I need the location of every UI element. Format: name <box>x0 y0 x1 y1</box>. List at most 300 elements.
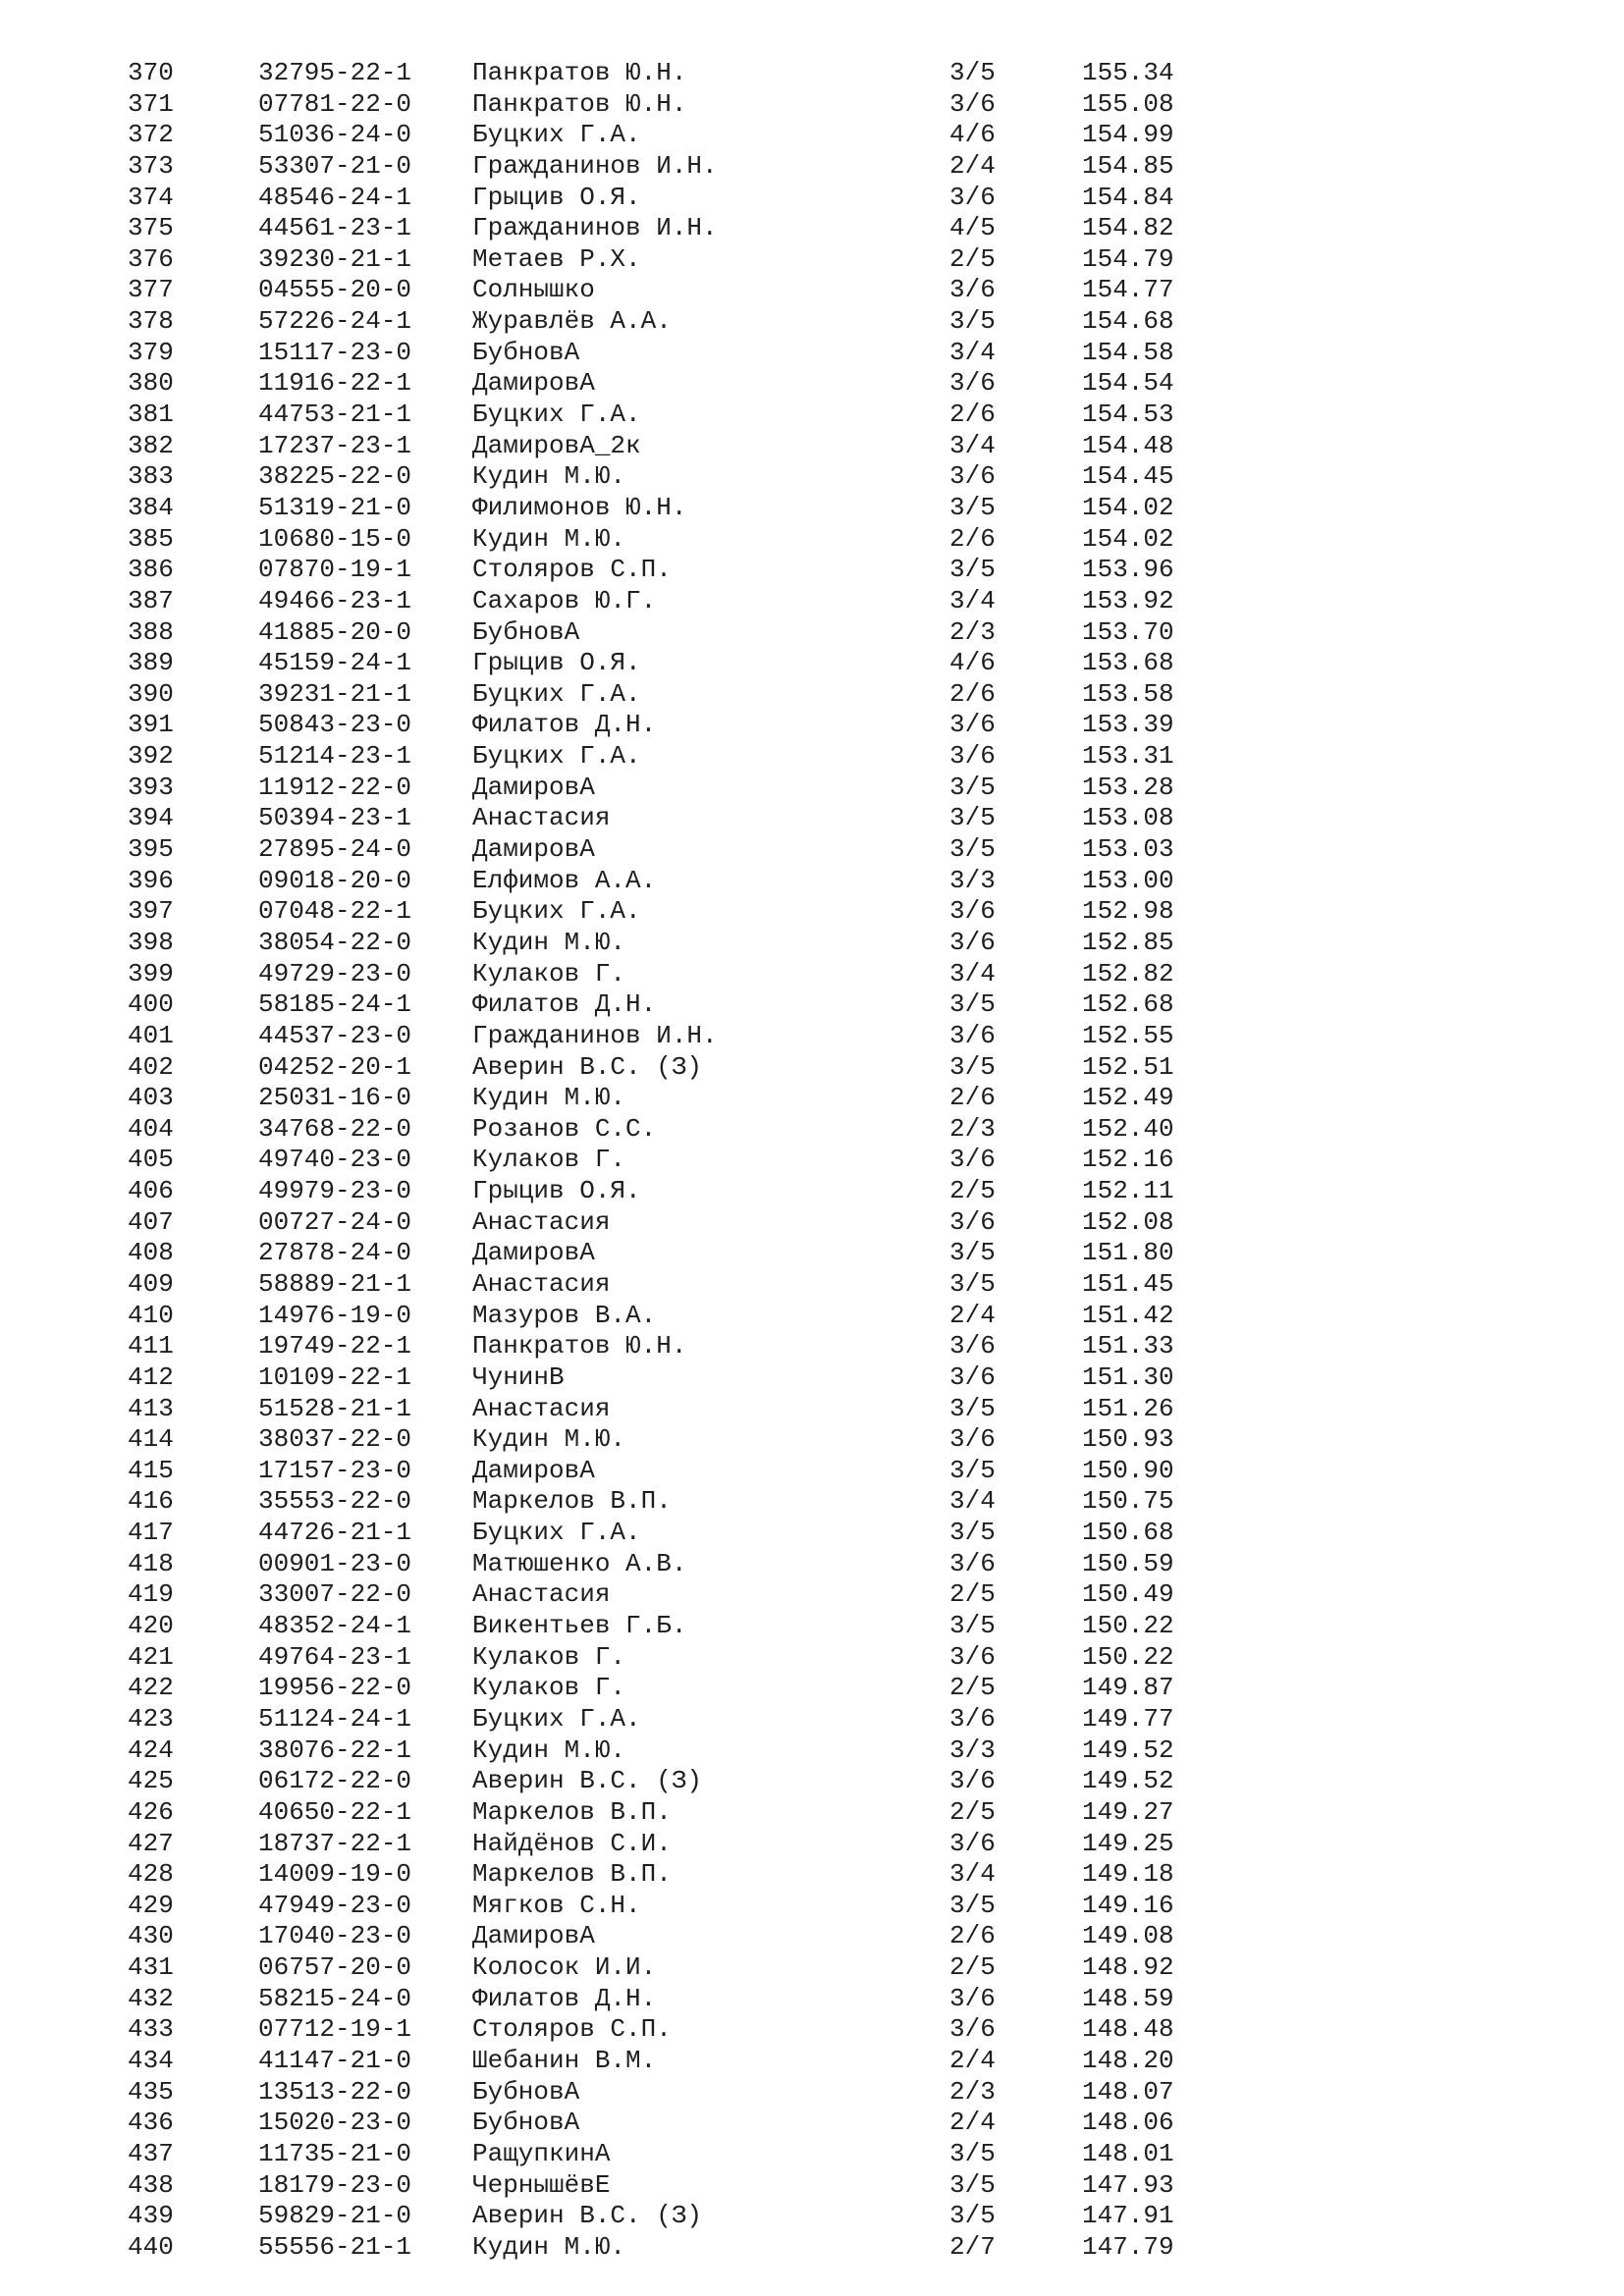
code-cell: 59829-21-0 <box>258 2201 412 2231</box>
code-cell: 14009-19-0 <box>258 1859 412 1890</box>
list-row <box>0 400 1624 431</box>
ratio-cell: 3/5 <box>949 2138 996 2168</box>
rank-cell: 412 <box>128 1362 174 1392</box>
rank-cell: 417 <box>128 1518 174 1548</box>
list-row <box>0 1114 1624 1146</box>
author-cell: Буцких Г.А. <box>472 1518 641 1548</box>
ratio-cell: 3/4 <box>949 337 996 367</box>
list-row <box>0 120 1624 151</box>
author-cell: Панкратов Ю.Н. <box>472 88 687 119</box>
list-row <box>0 617 1624 649</box>
author-cell: Панкратов Ю.Н. <box>472 58 687 87</box>
ratio-cell: 3/6 <box>949 1424 996 1455</box>
code-cell: 25031-16-0 <box>258 1083 412 1113</box>
rank-cell: 371 <box>128 88 174 119</box>
rank-cell: 425 <box>128 1766 174 1796</box>
score-cell: 151.33 <box>1082 1331 1174 1362</box>
code-cell: 38076-22-1 <box>258 1735 412 1765</box>
score-cell: 152.98 <box>1082 896 1174 927</box>
author-cell: ДамировА_2к <box>472 430 641 460</box>
rank-cell: 405 <box>128 1145 174 1175</box>
code-cell: 06757-20-0 <box>258 1952 412 1983</box>
list-row <box>0 1486 1624 1518</box>
list-row <box>0 2170 1624 2202</box>
rank-cell: 427 <box>128 1828 174 1858</box>
author-cell: ДамировА <box>472 1455 595 1485</box>
list-row <box>0 773 1624 804</box>
code-cell: 19749-22-1 <box>258 1331 412 1362</box>
list-row <box>0 213 1624 244</box>
score-cell: 152.82 <box>1082 958 1174 988</box>
ratio-cell: 2/3 <box>949 2076 996 2107</box>
author-cell: Столяров С.П. <box>472 555 672 585</box>
score-cell: 150.49 <box>1082 1579 1174 1610</box>
rank-cell: 375 <box>128 213 174 243</box>
list-row <box>0 1921 1624 1952</box>
ratio-cell: 3/6 <box>949 896 996 927</box>
rank-cell: 379 <box>128 337 174 367</box>
ratio-cell: 2/6 <box>949 1083 996 1113</box>
author-cell: ЧунинВ <box>472 1362 565 1392</box>
code-cell: 49729-23-0 <box>258 958 412 988</box>
author-cell: БубновА <box>472 2076 580 2107</box>
score-cell: 151.45 <box>1082 1268 1174 1299</box>
list-row <box>0 648 1624 679</box>
score-cell: 149.08 <box>1082 1921 1174 1951</box>
rank-cell: 436 <box>128 2108 174 2138</box>
list-row <box>0 1301 1624 1332</box>
rank-cell: 392 <box>128 741 174 772</box>
score-cell: 149.25 <box>1082 1828 1174 1858</box>
ratio-cell: 3/6 <box>949 710 996 740</box>
ratio-cell: 2/4 <box>949 2108 996 2138</box>
ratio-cell: 2/5 <box>949 1579 996 1610</box>
ratio-cell: 2/5 <box>949 1796 996 1827</box>
code-cell: 53307-21-0 <box>258 150 412 181</box>
rank-cell: 430 <box>128 1921 174 1951</box>
list-row <box>0 2046 1624 2077</box>
author-cell: Елфимов А.А. <box>472 865 657 895</box>
code-cell: 13513-22-0 <box>258 2076 412 2107</box>
score-cell: 153.08 <box>1082 803 1174 833</box>
ratio-cell: 2/4 <box>949 1300 996 1330</box>
rank-cell: 370 <box>128 58 174 87</box>
score-cell: 147.91 <box>1082 2201 1174 2231</box>
code-cell: 45159-24-1 <box>258 648 412 678</box>
ratio-cell: 2/6 <box>949 400 996 430</box>
rank-cell: 413 <box>128 1393 174 1423</box>
ratio-cell: 2/6 <box>949 1921 996 1951</box>
ratio-cell: 3/5 <box>949 989 996 1020</box>
score-cell: 152.68 <box>1082 989 1174 1020</box>
rank-cell: 408 <box>128 1238 174 1268</box>
list-row <box>0 1021 1624 1052</box>
code-cell: 50394-23-1 <box>258 803 412 833</box>
author-cell: БубновА <box>472 2108 580 2138</box>
author-cell: Мягков С.Н. <box>472 1890 641 1920</box>
score-cell: 154.54 <box>1082 368 1174 399</box>
code-cell: 58889-21-1 <box>258 1268 412 1299</box>
code-cell: 48352-24-1 <box>258 1611 412 1641</box>
score-cell: 150.22 <box>1082 1611 1174 1641</box>
ratio-cell: 3/6 <box>949 1020 996 1050</box>
rank-cell: 440 <box>128 2231 174 2262</box>
ratio-cell: 3/6 <box>949 1331 996 1362</box>
code-cell: 19956-22-0 <box>258 1673 412 1703</box>
code-cell: 55556-21-1 <box>258 2231 412 2262</box>
score-cell: 148.07 <box>1082 2076 1174 2107</box>
code-cell: 44726-21-1 <box>258 1518 412 1548</box>
ratio-cell: 3/4 <box>949 585 996 615</box>
rank-cell: 393 <box>128 772 174 802</box>
author-cell: Маркелов В.П. <box>472 1859 672 1890</box>
score-cell: 154.85 <box>1082 150 1174 181</box>
code-cell: 49979-23-0 <box>258 1176 412 1206</box>
author-cell: Шебанин В.М. <box>472 2046 657 2075</box>
ratio-cell: 4/6 <box>949 648 996 678</box>
ratio-cell: 4/5 <box>949 213 996 243</box>
list-row <box>0 1642 1624 1674</box>
author-cell: Кудин М.Ю. <box>472 1424 626 1455</box>
list-row <box>0 1673 1624 1704</box>
rank-cell: 391 <box>128 710 174 740</box>
list-row <box>0 741 1624 773</box>
score-cell: 154.77 <box>1082 275 1174 305</box>
ratio-cell: 3/6 <box>949 741 996 772</box>
author-cell: Буцких Г.А. <box>472 1703 641 1734</box>
score-cell: 154.53 <box>1082 400 1174 430</box>
author-cell: Кудин М.Ю. <box>472 523 626 554</box>
author-cell: Кулаков Г. <box>472 958 626 988</box>
ratio-cell: 2/6 <box>949 678 996 709</box>
rank-cell: 415 <box>128 1455 174 1485</box>
score-cell: 150.59 <box>1082 1548 1174 1578</box>
code-cell: 11912-22-0 <box>258 772 412 802</box>
author-cell: ДамировА <box>472 772 595 802</box>
author-cell: Найдёнов С.И. <box>472 1828 672 1858</box>
list-row <box>0 1176 1624 1207</box>
code-cell: 49764-23-1 <box>258 1641 412 1672</box>
ratio-cell: 3/5 <box>949 1890 996 1920</box>
author-cell: ДамировА <box>472 368 595 399</box>
code-cell: 41147-21-0 <box>258 2046 412 2075</box>
list-row <box>0 710 1624 741</box>
code-cell: 51319-21-0 <box>258 492 412 522</box>
score-cell: 149.52 <box>1082 1735 1174 1765</box>
list-row <box>0 1829 1624 1860</box>
score-cell: 154.02 <box>1082 523 1174 554</box>
score-cell: 148.59 <box>1082 1983 1174 2013</box>
ratio-cell: 3/5 <box>949 1393 996 1423</box>
rank-cell: 385 <box>128 523 174 554</box>
list-row <box>0 306 1624 338</box>
score-cell: 153.39 <box>1082 710 1174 740</box>
code-cell: 15020-23-0 <box>258 2108 412 2138</box>
author-cell: Анастасия <box>472 1579 611 1610</box>
author-cell: Аверин В.С. (З) <box>472 1766 703 1796</box>
list-row <box>0 1238 1624 1269</box>
author-cell: Кудин М.Ю. <box>472 1735 626 1765</box>
score-cell: 154.84 <box>1082 182 1174 212</box>
score-cell: 153.00 <box>1082 865 1174 895</box>
rank-cell: 380 <box>128 368 174 399</box>
code-cell: 51036-24-0 <box>258 120 412 150</box>
rank-cell: 418 <box>128 1548 174 1578</box>
author-cell: Кудин М.Ю. <box>472 2231 626 2262</box>
code-cell: 35553-22-0 <box>258 1486 412 1517</box>
score-cell: 153.92 <box>1082 585 1174 615</box>
list-row <box>0 275 1624 306</box>
author-cell: Сахаров Ю.Г. <box>472 585 657 615</box>
list-row <box>0 928 1624 959</box>
author-cell: Буцких Г.А. <box>472 741 641 772</box>
ratio-cell: 3/5 <box>949 1518 996 1548</box>
code-cell: 18179-23-0 <box>258 2169 412 2200</box>
rank-cell: 402 <box>128 1051 174 1082</box>
code-cell: 27895-24-0 <box>258 834 412 865</box>
score-cell: 154.58 <box>1082 337 1174 367</box>
score-cell: 153.31 <box>1082 741 1174 772</box>
rank-cell: 433 <box>128 2014 174 2045</box>
rank-cell: 431 <box>128 1952 174 1983</box>
ratio-cell: 2/5 <box>949 243 996 274</box>
list-row <box>0 2014 1624 2046</box>
rank-cell: 395 <box>128 834 174 865</box>
author-cell: Журавлёв А.А. <box>472 306 672 337</box>
code-cell: 38037-22-0 <box>258 1424 412 1455</box>
ratio-cell: 2/4 <box>949 2046 996 2075</box>
rank-cell: 416 <box>128 1486 174 1517</box>
rank-cell: 420 <box>128 1611 174 1641</box>
results-list <box>0 58 1624 2263</box>
author-cell: БубновА <box>472 337 580 367</box>
ratio-cell: 3/6 <box>949 1828 996 1858</box>
score-cell: 149.87 <box>1082 1673 1174 1703</box>
code-cell: 17237-23-1 <box>258 430 412 460</box>
score-cell: 154.79 <box>1082 243 1174 274</box>
rank-cell: 381 <box>128 400 174 430</box>
list-row <box>0 2232 1624 2264</box>
score-cell: 154.45 <box>1082 461 1174 492</box>
list-row <box>0 1518 1624 1549</box>
author-cell: Солнышко <box>472 275 595 305</box>
score-cell: 152.55 <box>1082 1020 1174 1050</box>
author-cell: Буцких Г.А. <box>472 896 641 927</box>
code-cell: 51214-23-1 <box>258 741 412 772</box>
ratio-cell: 2/6 <box>949 523 996 554</box>
rank-cell: 428 <box>128 1859 174 1890</box>
author-cell: Метаев Р.Х. <box>472 243 641 274</box>
ratio-cell: 3/5 <box>949 1611 996 1641</box>
code-cell: 40650-22-1 <box>258 1796 412 1827</box>
author-cell: Буцких Г.А. <box>472 400 641 430</box>
rank-cell: 384 <box>128 492 174 522</box>
code-cell: 58185-24-1 <box>258 989 412 1020</box>
list-row <box>0 679 1624 711</box>
rank-cell: 383 <box>128 461 174 492</box>
list-row <box>0 1331 1624 1362</box>
rank-cell: 435 <box>128 2076 174 2107</box>
rank-cell: 423 <box>128 1703 174 1734</box>
rank-cell: 404 <box>128 1113 174 1144</box>
list-row <box>0 58 1624 89</box>
code-cell: 11916-22-1 <box>258 368 412 399</box>
code-cell: 50843-23-0 <box>258 710 412 740</box>
list-row <box>0 1269 1624 1301</box>
code-cell: 44753-21-1 <box>258 400 412 430</box>
score-cell: 154.99 <box>1082 120 1174 150</box>
list-row <box>0 1952 1624 1984</box>
ratio-cell: 3/6 <box>949 368 996 399</box>
score-cell: 153.96 <box>1082 555 1174 585</box>
author-cell: ДамировА <box>472 1921 595 1951</box>
list-row <box>0 1207 1624 1239</box>
score-cell: 150.68 <box>1082 1518 1174 1548</box>
code-cell: 32795-22-1 <box>258 58 412 87</box>
list-row <box>0 555 1624 586</box>
code-cell: 41885-20-0 <box>258 616 412 647</box>
ratio-cell: 3/6 <box>949 1362 996 1392</box>
list-row <box>0 1984 1624 2015</box>
rank-cell: 403 <box>128 1083 174 1113</box>
code-cell: 58215-24-0 <box>258 1983 412 2013</box>
author-cell: Анастасия <box>472 1393 611 1423</box>
list-row <box>0 1611 1624 1642</box>
score-cell: 153.28 <box>1082 772 1174 802</box>
code-cell: 04555-20-0 <box>258 275 412 305</box>
author-cell: Грыцив О.Я. <box>472 1176 641 1206</box>
code-cell: 47949-23-0 <box>258 1890 412 1920</box>
rank-cell: 414 <box>128 1424 174 1455</box>
ratio-cell: 3/5 <box>949 1051 996 1082</box>
rank-cell: 426 <box>128 1796 174 1827</box>
rank-cell: 386 <box>128 555 174 585</box>
list-row <box>0 183 1624 214</box>
list-row <box>0 2139 1624 2170</box>
code-cell: 00727-24-0 <box>258 1206 412 1237</box>
list-row <box>0 493 1624 524</box>
score-cell: 152.08 <box>1082 1206 1174 1237</box>
score-cell: 148.01 <box>1082 2138 1174 2168</box>
score-cell: 147.79 <box>1082 2231 1174 2262</box>
author-cell: Кудин М.Ю. <box>472 461 626 492</box>
ratio-cell: 3/6 <box>949 275 996 305</box>
score-cell: 152.51 <box>1082 1051 1174 1082</box>
ratio-cell: 3/6 <box>949 1145 996 1175</box>
score-cell: 152.85 <box>1082 927 1174 957</box>
code-cell: 57226-24-1 <box>258 306 412 337</box>
list-row <box>0 989 1624 1021</box>
rank-cell: 432 <box>128 1983 174 2013</box>
author-cell: Маркелов В.П. <box>472 1796 672 1827</box>
ratio-cell: 3/5 <box>949 803 996 833</box>
list-row <box>0 1891 1624 1922</box>
code-cell: 07870-19-1 <box>258 555 412 585</box>
list-row <box>0 896 1624 928</box>
author-cell: Гражданинов И.Н. <box>472 150 718 181</box>
list-row <box>0 151 1624 183</box>
list-row <box>0 89 1624 121</box>
rank-cell: 378 <box>128 306 174 337</box>
author-cell: Кудин М.Ю. <box>472 927 626 957</box>
ratio-cell: 3/5 <box>949 1455 996 1485</box>
list-row <box>0 461 1624 493</box>
list-row <box>0 1735 1624 1767</box>
ratio-cell: 2/5 <box>949 1176 996 1206</box>
code-cell: 33007-22-0 <box>258 1579 412 1610</box>
rank-cell: 388 <box>128 616 174 647</box>
list-row <box>0 368 1624 400</box>
ratio-cell: 3/4 <box>949 1859 996 1890</box>
ratio-cell: 3/5 <box>949 834 996 865</box>
list-row <box>0 1797 1624 1829</box>
ratio-cell: 3/4 <box>949 958 996 988</box>
list-row <box>0 1766 1624 1797</box>
rank-cell: 382 <box>128 430 174 460</box>
list-row <box>0 866 1624 897</box>
code-cell: 38225-22-0 <box>258 461 412 492</box>
ratio-cell: 3/4 <box>949 1486 996 1517</box>
list-row <box>0 2201 1624 2232</box>
code-cell: 48546-24-1 <box>258 182 412 212</box>
code-cell: 49740-23-0 <box>258 1145 412 1175</box>
author-cell: РащупкинА <box>472 2138 611 2168</box>
code-cell: 51124-24-1 <box>258 1703 412 1734</box>
score-cell: 149.16 <box>1082 1890 1174 1920</box>
rank-cell: 419 <box>128 1579 174 1610</box>
ratio-cell: 3/6 <box>949 927 996 957</box>
rank-cell: 399 <box>128 958 174 988</box>
rank-cell: 390 <box>128 678 174 709</box>
rank-cell: 407 <box>128 1206 174 1237</box>
ratio-cell: 2/5 <box>949 1952 996 1983</box>
ratio-cell: 3/6 <box>949 1983 996 2013</box>
author-cell: Гражданинов И.Н. <box>472 1020 718 1050</box>
author-cell: Кулаков Г. <box>472 1673 626 1703</box>
author-cell: Филатов Д.Н. <box>472 989 657 1020</box>
ratio-cell: 3/6 <box>949 1548 996 1578</box>
ratio-cell: 2/5 <box>949 1673 996 1703</box>
list-row <box>0 338 1624 369</box>
code-cell: 18737-22-1 <box>258 1828 412 1858</box>
ratio-cell: 3/6 <box>949 1703 996 1734</box>
code-cell: 49466-23-1 <box>258 585 412 615</box>
list-row <box>0 1362 1624 1394</box>
ratio-cell: 3/6 <box>949 461 996 492</box>
score-cell: 148.92 <box>1082 1952 1174 1983</box>
author-cell: Буцких Г.А. <box>472 678 641 709</box>
author-cell: Филатов Д.Н. <box>472 710 657 740</box>
score-cell: 152.16 <box>1082 1145 1174 1175</box>
rank-cell: 424 <box>128 1735 174 1765</box>
rank-cell: 411 <box>128 1331 174 1362</box>
ratio-cell: 2/4 <box>949 150 996 181</box>
code-cell: 15117-23-0 <box>258 337 412 367</box>
code-cell: 06172-22-0 <box>258 1766 412 1796</box>
list-row <box>0 1394 1624 1425</box>
author-cell: Аверин В.С. (З) <box>472 1051 703 1082</box>
code-cell: 39230-21-1 <box>258 243 412 274</box>
rank-cell: 397 <box>128 896 174 927</box>
author-cell: Анастасия <box>472 1268 611 1299</box>
ratio-cell: 3/5 <box>949 2169 996 2200</box>
ratio-cell: 2/3 <box>949 1113 996 1144</box>
author-cell: Кулаков Г. <box>472 1641 626 1672</box>
author-cell: Розанов С.С. <box>472 1113 657 1144</box>
score-cell: 149.52 <box>1082 1766 1174 1796</box>
code-cell: 10109-22-1 <box>258 1362 412 1392</box>
score-cell: 154.68 <box>1082 306 1174 337</box>
